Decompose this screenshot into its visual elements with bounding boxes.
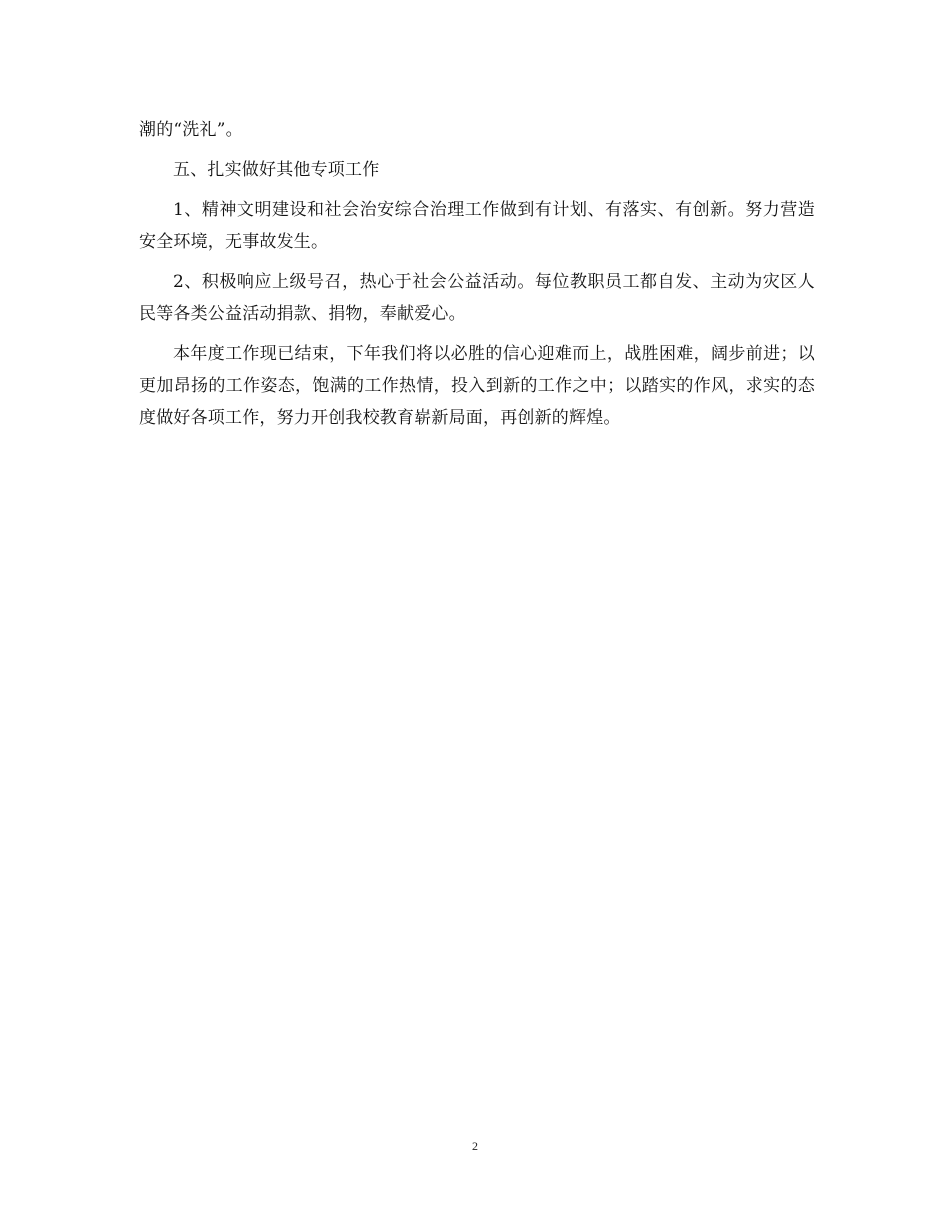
paragraph-item-2: 2、积极响应上级号召，热心于社会公益活动。每位教职员工都自发、主动为灾区人民等各类公益活动捐款、捐物，奉献爱心。 <box>139 272 815 324</box>
paragraph-conclusion: 本年度工作现已结束，下年我们将以必胜的信心迎难而上，战胜困难，阔步前进；以更加昂扬的工作姿态，饱满的工作热情，投入到新的工作之中；以踏实的作风，求实的态度做好各项工作，努力开创我校教育崭新局面，再创新的辉煌。 <box>139 344 815 428</box>
document-body <box>139 114 815 442</box>
paragraph-item-1: 1、精神文明建设和社会治安综合治理工作做到有计划、有落实、有创新。努力营造安全环境，无事故发生。 <box>139 200 815 252</box>
section-heading: 五、扎实做好其他专项工作 <box>173 160 380 180</box>
paragraph-continuation: 潮的“洗礼”。 <box>139 120 243 140</box>
page-number: 2 <box>472 1139 478 1153</box>
